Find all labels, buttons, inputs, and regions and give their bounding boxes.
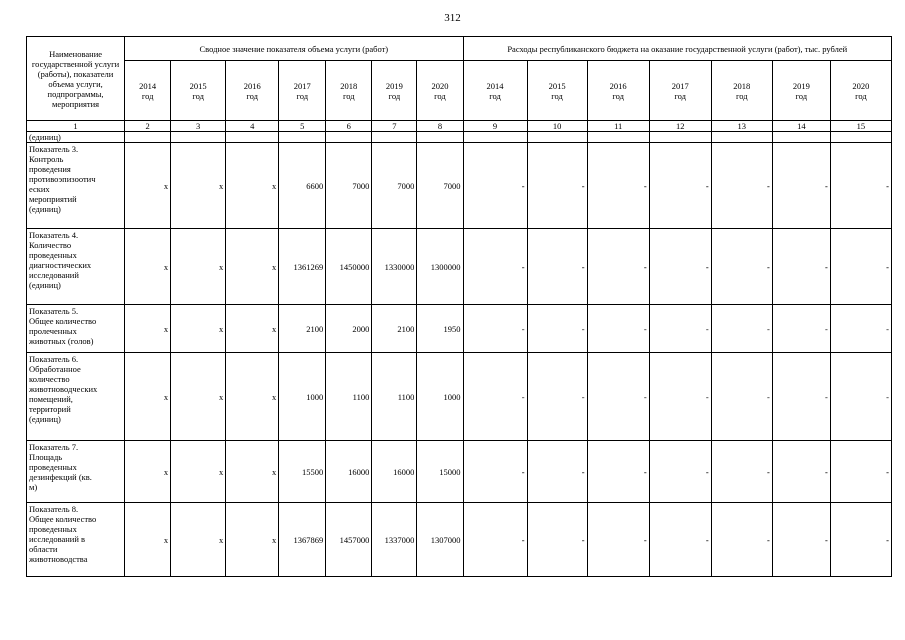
volume-cell: x [226,353,279,441]
column-number: 2 [125,121,171,132]
volume-cell: x [125,503,171,577]
volume-cell: 15000 [417,441,463,503]
budget-cell: - [711,143,772,229]
budget-cell: - [587,503,649,577]
volume-cell: 15500 [279,441,326,503]
volume-cell: 1000 [417,353,463,441]
volume-cell: x [226,441,279,503]
budget-cell: - [649,143,711,229]
budget-year-header: 2019 год [772,61,830,121]
budget-year-header: 2014 год [463,61,527,121]
indicator-label: Показатель 5. Общее количество пролеченных животных (голов) [27,305,125,353]
volume-cell: 6600 [279,143,326,229]
budget-cell: - [772,441,830,503]
volume-cell: x [226,143,279,229]
column-number: 15 [830,121,891,132]
budget-cell: - [527,503,587,577]
budget-cell: - [587,441,649,503]
indicator-label: Показатель 8. Общее количество проведенных исследований в области животноводства [27,503,125,577]
column-number: 12 [649,121,711,132]
volume-cell: x [125,305,171,353]
volume-cell: 1100 [372,353,417,441]
budget-cell: - [772,143,830,229]
volume-cell: 1000 [279,353,326,441]
table-row [27,353,892,441]
volume-cell: x [226,229,279,305]
volume-cell: 1450000 [326,229,372,305]
budget-cell: - [772,353,830,441]
volume-cell: x [171,353,226,441]
budget-year-header: 2015 год [527,61,587,121]
budget-cell: - [649,305,711,353]
table-row [27,441,892,503]
budget-cell: - [772,229,830,305]
volume-year-header: 2015 год [171,61,226,121]
volume-cell: 1100 [326,353,372,441]
volume-cell: 2100 [372,305,417,353]
volume-cell: 7000 [372,143,417,229]
column-number: 3 [171,121,226,132]
budget-cell: - [463,441,527,503]
volume-cell: x [125,143,171,229]
budget-cell: - [711,503,772,577]
volume-cell: x [226,503,279,577]
volume-cell: x [171,503,226,577]
volume-cell: 2000 [326,305,372,353]
volume-cell: 7000 [326,143,372,229]
volume-year-header: 2018 год [326,61,372,121]
budget-cell: - [830,143,891,229]
budget-cell: - [649,441,711,503]
budget-cell: - [830,229,891,305]
volume-cell: 1367869 [279,503,326,577]
budget-cell: - [772,305,830,353]
continuation-label: (единиц) [27,132,125,143]
volume-cell: x [125,353,171,441]
volume-year-header: 2017 год [279,61,326,121]
budget-cell: - [830,441,891,503]
budget-year-header: 2018 год [711,61,772,121]
budget-cell: - [649,229,711,305]
column-number: 4 [226,121,279,132]
budget-cell: - [527,229,587,305]
volume-cell: 16000 [372,441,417,503]
budget-cell: - [587,305,649,353]
column-number: 5 [279,121,326,132]
budget-cell: - [830,305,891,353]
indicator-label: Показатель 3. Контроль проведения противоэпизоотич еских мероприятий (единиц) [27,143,125,229]
budget-cell: - [711,353,772,441]
volume-year-header: 2019 год [372,61,417,121]
page-number: 312 [444,12,461,24]
volume-cell: x [171,305,226,353]
column-number: 10 [527,121,587,132]
name-column-header: Наименование государственной услуги (работы), показатели объема услуги, подпрограммы, мероприятия [27,37,125,121]
column-number: 6 [326,121,372,132]
column-number: 1 [27,121,125,132]
budget-cell: - [527,353,587,441]
budget-cell: - [711,441,772,503]
budget-cell: - [527,143,587,229]
budget-cell: - [463,229,527,305]
volume-cell: x [171,143,226,229]
budget-cell: - [649,503,711,577]
volume-cell: x [171,441,226,503]
budget-cell: - [463,143,527,229]
table-row [27,503,892,577]
budget-year-header: 2017 год [649,61,711,121]
volume-year-header: 2016 год [226,61,279,121]
column-number: 11 [587,121,649,132]
volume-cell: 7000 [417,143,463,229]
budget-group-header: Расходы республиканского бюджета на оказание государственной услуги (работ), тыс. рублей [463,37,892,61]
budget-cell: - [772,503,830,577]
volume-cell: 1307000 [417,503,463,577]
budget-cell: - [463,353,527,441]
budget-cell: - [711,229,772,305]
table-row [27,229,892,305]
volume-cell: x [125,229,171,305]
volume-cell: 2100 [279,305,326,353]
column-number: 9 [463,121,527,132]
indicator-table [26,36,892,577]
volume-cell: 1457000 [326,503,372,577]
volume-cell: 1330000 [372,229,417,305]
column-number: 8 [417,121,463,132]
column-number: 7 [372,121,417,132]
table-row [27,305,892,353]
budget-cell: - [587,143,649,229]
volume-year-header: 2014 год [125,61,171,121]
budget-cell: - [649,353,711,441]
budget-cell: - [711,305,772,353]
volume-year-header: 2020 год [417,61,463,121]
volume-cell: x [226,305,279,353]
volume-cell: 1300000 [417,229,463,305]
budget-year-header: 2016 год [587,61,649,121]
budget-cell: - [463,305,527,353]
budget-cell: - [830,503,891,577]
indicator-label: Показатель 7. Площадь проведенных дезинфекций (кв. м) [27,441,125,503]
budget-cell: - [527,305,587,353]
column-number: 14 [772,121,830,132]
volume-cell: 1950 [417,305,463,353]
volume-cell: 16000 [326,441,372,503]
budget-cell: - [587,353,649,441]
indicator-label: Показатель 4. Количество проведенных диагностических исследований (единиц) [27,229,125,305]
budget-cell: - [587,229,649,305]
indicator-label: Показатель 6. Обработанное количество животноводческих помещений, территорий (единиц) [27,353,125,441]
volume-cell: 1337000 [372,503,417,577]
volume-cell: x [125,441,171,503]
volume-cell: 1361269 [279,229,326,305]
column-number: 13 [711,121,772,132]
budget-cell: - [463,503,527,577]
budget-cell: - [527,441,587,503]
budget-year-header: 2020 год [830,61,891,121]
table-row [27,143,892,229]
volume-cell: x [171,229,226,305]
budget-cell: - [830,353,891,441]
volume-group-header: Сводное значение показателя объема услуги (работ) [125,37,463,61]
